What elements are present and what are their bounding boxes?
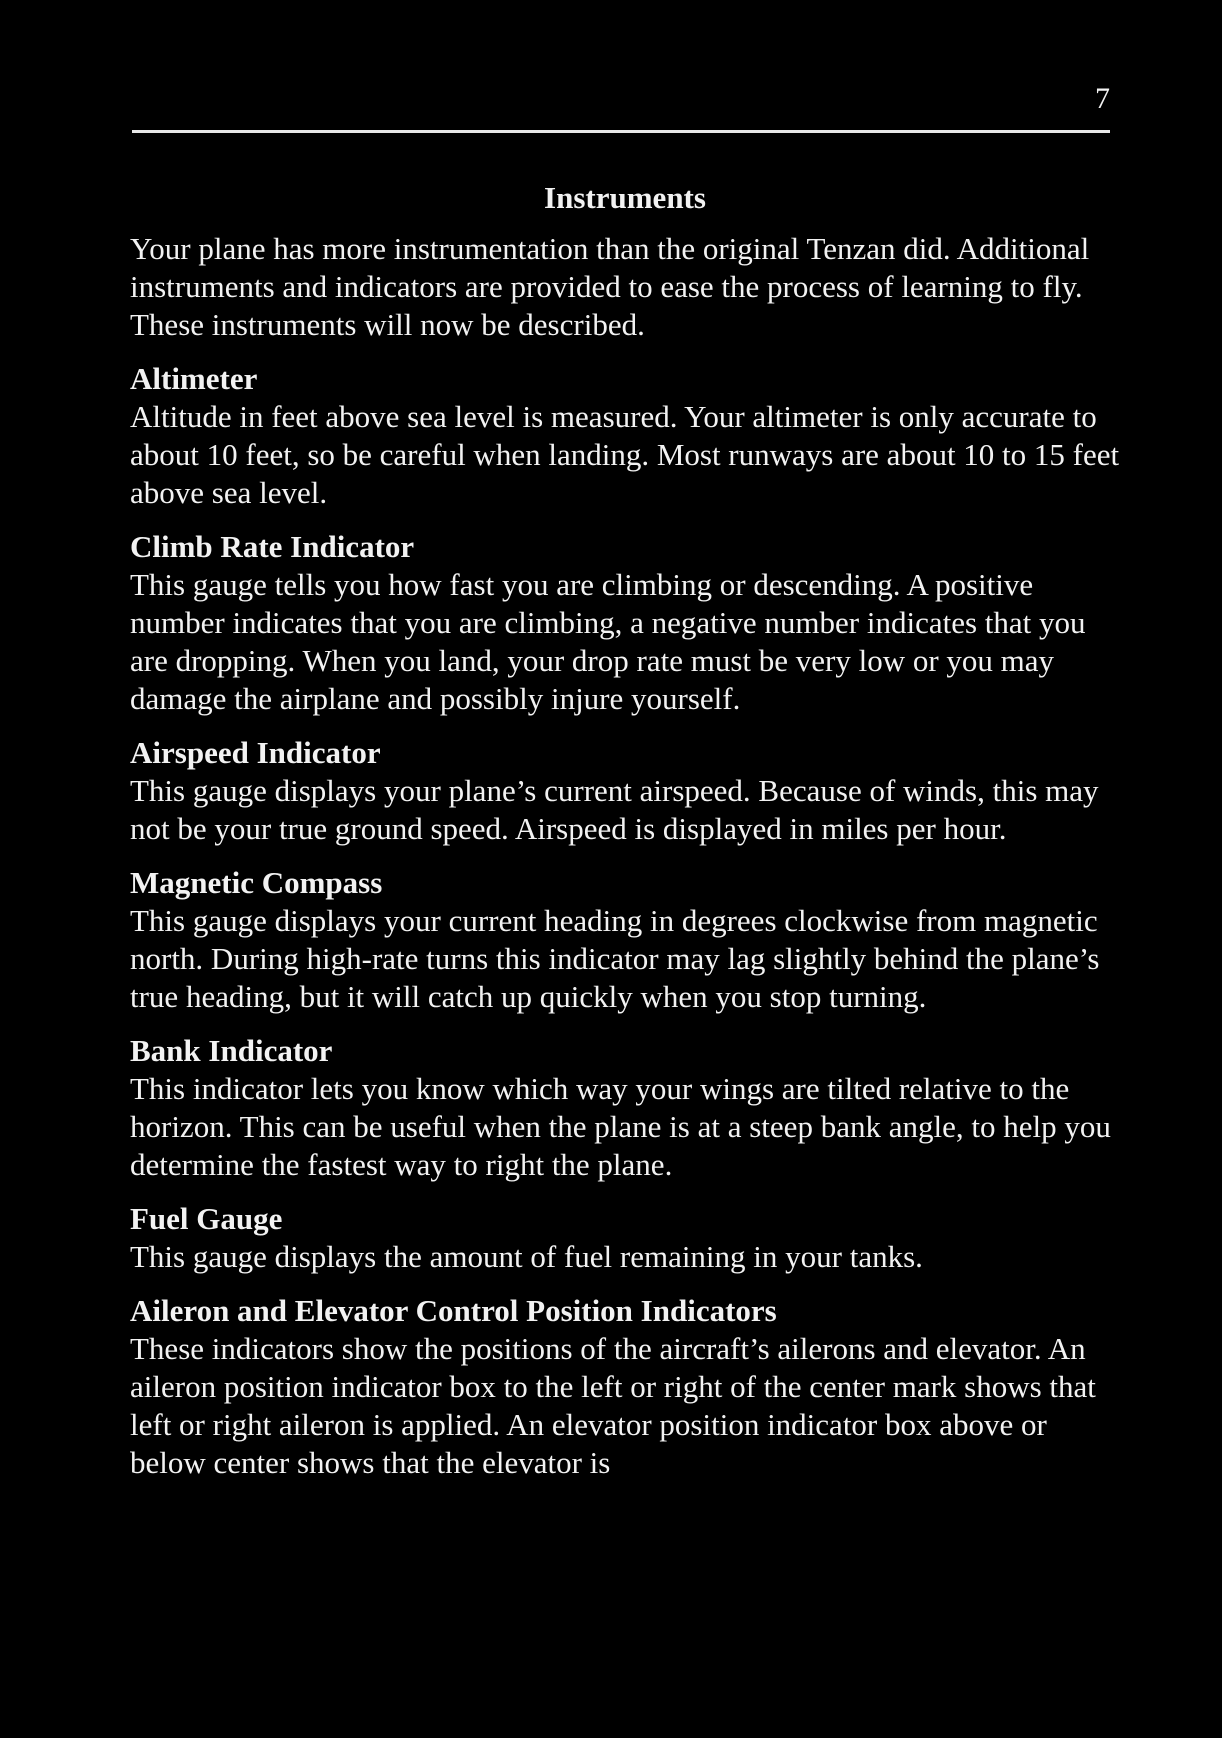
item-bank-indicator — [130, 1032, 1120, 1184]
item-text: These indicators show the positions of the aircraft’s ailerons and elevator. An aileron position indicator box to the left or right of the center mark shows that left or right aileron is applied. An elevator position indicator box above or below center shows that the elevator is — [130, 1331, 1096, 1480]
item-heading: Fuel Gauge — [130, 1201, 283, 1236]
item-heading: Airspeed Indicator — [130, 735, 381, 770]
page-content — [130, 178, 1120, 1498]
item-text: This gauge displays your plane’s current airspeed. Because of winds, this may not be your true ground speed. Airspeed is displayed in miles per hour. — [130, 773, 1099, 846]
section-title: Instruments — [544, 180, 706, 215]
item-airspeed-indicator — [130, 734, 1120, 848]
page-number: 7 — [1095, 82, 1110, 115]
item-text: This gauge displays the amount of fuel remaining in your tanks. — [130, 1239, 923, 1274]
item-control-position-indicators — [130, 1292, 1120, 1482]
intro-paragraph: Your plane has more instrumentation than the original Tenzan did. Additional instruments and indicators are provided to ease the process of learning to fly. These instruments will now be described. — [130, 231, 1090, 342]
item-heading: Climb Rate Indicator — [130, 529, 415, 564]
item-heading: Aileron and Elevator Control Position Indicators — [130, 1293, 777, 1328]
item-altimeter — [130, 360, 1120, 512]
item-text: Altitude in feet above sea level is measured. Your altimeter is only accurate to about 10 feet, so be careful when landing. Most runways are about 10 to 15 feet above sea level. — [130, 399, 1120, 510]
item-heading: Magnetic Compass — [130, 865, 383, 900]
item-fuel-gauge — [130, 1200, 1120, 1276]
item-climb-rate-indicator — [130, 528, 1120, 718]
item-heading: Bank Indicator — [130, 1033, 333, 1068]
item-magnetic-compass — [130, 864, 1120, 1016]
item-text: This gauge tells you how fast you are climbing or descending. A positive number indicates that you are climbing, a negative number indicates that you are dropping. When you land, your drop rate must be very low or you may damage the airplane and possibly injure yourself. — [130, 567, 1086, 716]
item-text: This indicator lets you know which way your wings are tilted relative to the horizon. This can be useful when the plane is at a steep bank angle, to help you determine the fastest way to right the plane. — [130, 1071, 1111, 1182]
item-heading: Altimeter — [130, 361, 258, 396]
item-text: This gauge displays your current heading in degrees clockwise from magnetic north. During high-rate turns this indicator may lag slightly behind the plane’s true heading, but it will catch up quickly when you stop turning. — [130, 903, 1100, 1014]
header-rule — [132, 130, 1110, 133]
